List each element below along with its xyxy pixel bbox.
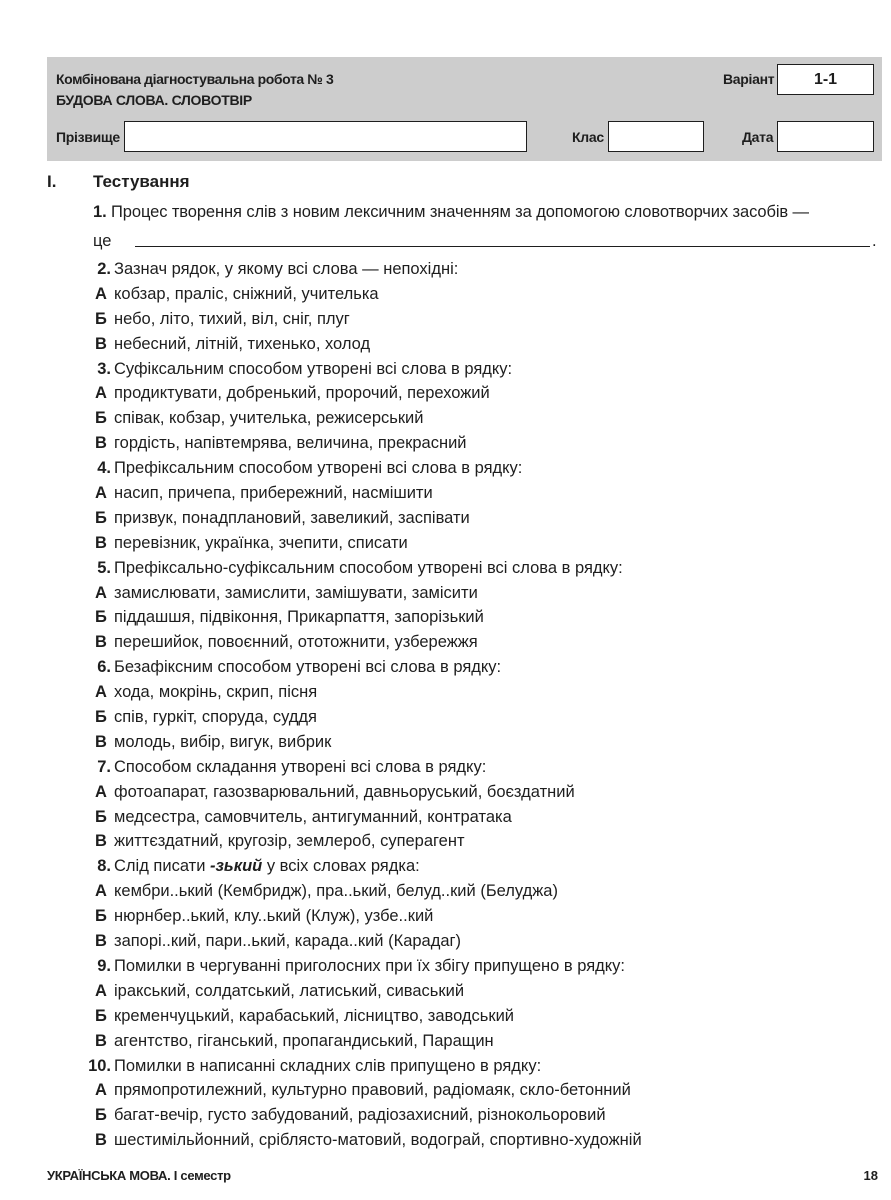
option-text: багат-вечір, густо забудований, радіозахисний, різнокольоровий xyxy=(114,1106,606,1125)
question-line xyxy=(0,954,891,979)
question-number: 2. xyxy=(97,260,111,278)
questions-list xyxy=(0,257,891,1153)
answer-option[interactable] xyxy=(0,506,891,531)
option-letter: А xyxy=(95,981,107,1000)
question-item xyxy=(0,257,891,357)
option-text: медсестра, самовчитель, антигуманний, контратака xyxy=(114,807,512,826)
option-text: гордість, напівтемрява, величина, прекрасний xyxy=(114,434,467,453)
question-number: 8. xyxy=(97,857,111,876)
option-letter: В xyxy=(95,932,107,951)
option-text: шестимільйонний, сріблясто-матовий, водограй, спортивно-художній xyxy=(114,1131,642,1150)
question-item xyxy=(0,556,891,656)
date-field[interactable] xyxy=(777,121,874,152)
answer-option[interactable] xyxy=(0,431,891,456)
option-letter: А xyxy=(95,484,107,503)
option-letter: Б xyxy=(95,409,107,428)
option-text: небесний, літній, тихенько, холод xyxy=(114,334,371,353)
answer-option[interactable] xyxy=(0,406,891,431)
answer-option[interactable] xyxy=(0,381,891,406)
question-text: Зазнач рядок, у якому всі слова — непохідні: xyxy=(114,260,459,278)
question-text: Помилки в написанні складних слів припущено в рядку: xyxy=(114,1056,542,1075)
option-text: піддашшя, підвіконня, Прикарпаття, запорізький xyxy=(114,608,484,627)
section-title: Тестування xyxy=(93,172,190,191)
option-text: продиктувати, добренький, пророчий, перехожий xyxy=(114,384,490,403)
option-letter: Б xyxy=(95,1006,107,1025)
option-letter: Б xyxy=(95,708,107,727)
option-letter: В xyxy=(95,1131,107,1150)
option-letter: В xyxy=(95,832,107,851)
answer-option[interactable] xyxy=(0,332,891,357)
date-label: Дата xyxy=(742,129,774,145)
option-letter: В xyxy=(95,633,107,652)
option-text: кембри..ький (Кембридж), пра..ький, белуд..кий (Белуджа) xyxy=(114,882,558,901)
question-number: 5. xyxy=(97,558,111,577)
answer-option[interactable] xyxy=(0,979,891,1004)
question-1-number: 1. xyxy=(93,203,107,221)
question-1-text: Процес творення слів з новим лексичним значенням за допомогою словотворчих засобів — xyxy=(111,203,809,221)
question-1-continuation: це xyxy=(93,232,112,250)
option-text: життєздатний, кругозір, землероб, суперагент xyxy=(114,832,465,851)
question-line xyxy=(0,357,891,382)
answer-option[interactable] xyxy=(0,805,891,830)
answer-option[interactable] xyxy=(0,531,891,556)
answer-option[interactable] xyxy=(0,581,891,606)
answer-option[interactable] xyxy=(0,282,891,307)
answer-option[interactable] xyxy=(0,1078,891,1103)
answer-option[interactable] xyxy=(0,1029,891,1054)
question-line xyxy=(0,257,891,282)
question-line xyxy=(0,556,891,581)
question-item xyxy=(0,954,891,1054)
question-text: Помилки в чергуванні приголосних при їх збігу припущено в рядку: xyxy=(114,956,626,975)
option-letter: А xyxy=(95,583,107,602)
option-letter: В xyxy=(95,533,107,552)
option-letter: Б xyxy=(95,608,107,627)
option-text: перешийок, повоєнний, ототожнити, узбережжя xyxy=(114,633,478,652)
option-text: молодь, вибір, вигук, вибрик xyxy=(114,732,332,751)
class-field[interactable] xyxy=(608,121,704,152)
option-text: призвук, понадплановий, завеликий, заспівати xyxy=(114,508,470,527)
option-text: фотоапарат, газозварювальний, давньоруський, боєздатний xyxy=(114,782,575,801)
footer-subject: УКРАЇНСЬКА МОВА. І семестр xyxy=(47,1168,231,1183)
answer-option[interactable] xyxy=(0,307,891,332)
surname-field[interactable] xyxy=(124,121,527,152)
option-letter: Б xyxy=(95,807,107,826)
option-text: співак, кобзар, учителька, режисерський xyxy=(114,409,424,428)
option-letter: А xyxy=(95,683,107,702)
option-letter: Б xyxy=(95,309,107,328)
option-letter: А xyxy=(95,782,107,801)
work-subtitle: БУДОВА СЛОВА. СЛОВОТВІР xyxy=(56,92,252,108)
question-number: 10. xyxy=(88,1056,111,1075)
answer-line[interactable] xyxy=(135,246,870,247)
option-text: небо, літо, тихий, віл, сніг, плуг xyxy=(114,309,350,328)
option-letter: Б xyxy=(95,907,107,926)
question-item xyxy=(0,655,891,755)
option-letter: В xyxy=(95,434,107,453)
page-number: 18 xyxy=(863,1168,878,1183)
question-number: 4. xyxy=(97,459,111,478)
question-text: Префіксально-суфіксальним способом утворені всі слова в рядку: xyxy=(114,558,623,577)
option-letter: А xyxy=(95,1081,107,1100)
answer-option[interactable] xyxy=(0,879,891,904)
work-title: Комбінована діагностувальна робота № 3 xyxy=(56,71,334,87)
answer-option[interactable] xyxy=(0,705,891,730)
answer-option[interactable] xyxy=(0,1004,891,1029)
option-text: замислювати, замислити, замішувати, замісити xyxy=(114,583,478,602)
question-line xyxy=(0,1054,891,1079)
question-line xyxy=(0,655,891,680)
variant-label: Варіант xyxy=(723,71,775,87)
option-letter: В xyxy=(95,732,107,751)
question-number: 9. xyxy=(97,956,111,975)
question-item xyxy=(0,357,891,457)
answer-option[interactable] xyxy=(0,481,891,506)
question-text: Безафіксним способом утворені всі слова в рядку: xyxy=(114,658,502,677)
option-text: кременчуцький, карабаський, лісництво, заводський xyxy=(114,1006,515,1025)
option-text: нюрнбер..ький, клу..ький (Клуж), узбе..кий xyxy=(114,907,434,926)
option-text: спів, гуркіт, споруда, суддя xyxy=(114,708,317,727)
question-1-end: . xyxy=(872,232,877,250)
option-letter: А xyxy=(95,384,107,403)
question-item xyxy=(0,1054,891,1154)
variant-field xyxy=(777,64,874,95)
question-number: 7. xyxy=(97,757,111,776)
answer-option[interactable] xyxy=(0,1103,891,1128)
question-1 xyxy=(93,203,809,222)
question-text: Суфіксальним способом утворені всі слова в рядку: xyxy=(114,359,513,378)
question-line xyxy=(0,456,891,481)
question-item xyxy=(0,854,891,954)
answer-option[interactable] xyxy=(0,730,891,755)
answer-option[interactable] xyxy=(0,1128,891,1153)
answer-option[interactable] xyxy=(0,780,891,805)
question-text: Слід писати -зький у всіх словах рядка: xyxy=(114,857,420,876)
answer-option[interactable] xyxy=(0,929,891,954)
surname-label: Прізвище xyxy=(56,129,120,145)
question-item xyxy=(0,456,891,556)
option-letter: Б xyxy=(95,1106,107,1125)
option-letter: А xyxy=(95,882,107,901)
option-text: перевізник, українка, зчепити, списати xyxy=(114,533,408,552)
option-text: іракський, солдатський, латиський, сиваський xyxy=(114,981,465,1000)
option-text: запорі..кий, пари..ький, карада..кий (Карадаг) xyxy=(114,932,462,951)
option-letter: А xyxy=(95,284,107,303)
question-number: 3. xyxy=(97,359,111,378)
question-item xyxy=(0,755,891,855)
section-number: I. xyxy=(47,172,57,191)
question-text: Способом складання утворені всі слова в рядку: xyxy=(114,757,487,776)
question-line xyxy=(0,755,891,780)
answer-option[interactable] xyxy=(0,680,891,705)
answer-option[interactable] xyxy=(0,904,891,929)
option-text: хода, мокрінь, скрип, пісня xyxy=(114,683,318,702)
question-number: 6. xyxy=(97,658,111,677)
answer-option[interactable] xyxy=(0,630,891,655)
option-text: прямопротилежний, культурно правовий, радіомаяк, скло-бетонний xyxy=(114,1081,631,1100)
option-letter: В xyxy=(95,334,107,353)
question-line xyxy=(0,854,891,879)
answer-option[interactable] xyxy=(0,605,891,630)
option-letter: В xyxy=(95,1031,107,1050)
class-label: Клас xyxy=(572,129,604,145)
variant-value: 1-1 xyxy=(813,70,838,88)
answer-option[interactable] xyxy=(0,829,891,854)
question-text: Префіксальним способом утворені всі слова в рядку: xyxy=(114,459,523,478)
option-letter: Б xyxy=(95,508,107,527)
option-text: агентство, гіганський, пропагандиський, Паращин xyxy=(114,1031,494,1050)
option-text: кобзар, праліс, сніжний, учителька xyxy=(114,284,379,303)
option-text: насип, причепа, прибережний, насмішити xyxy=(114,484,433,503)
